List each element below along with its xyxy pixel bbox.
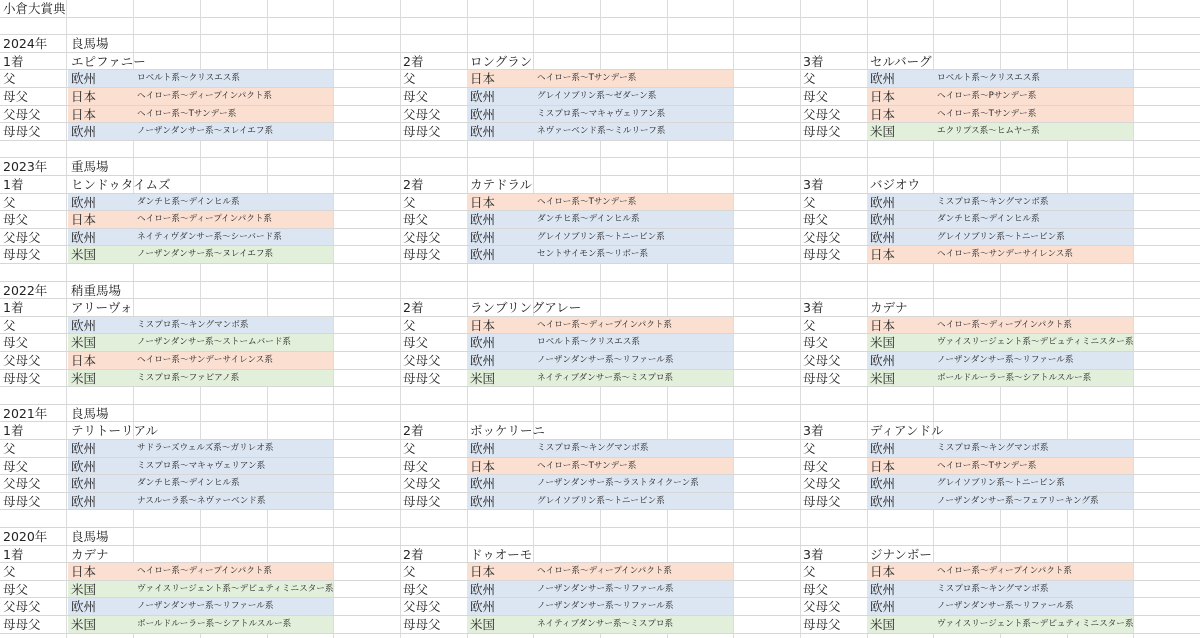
placing-cell[interactable]: 3着 bbox=[803, 177, 824, 192]
relation-cell[interactable]: 父 bbox=[803, 194, 816, 210]
region-cell[interactable]: 米国 bbox=[870, 370, 896, 386]
region-cell[interactable]: 日本 bbox=[470, 194, 496, 210]
sire-line-cell[interactable]: ダンチヒ系～デインヒル系 bbox=[937, 214, 1040, 225]
sire-line-cell[interactable]: ヘイロー系～ディープインパクト系 bbox=[937, 319, 1073, 330]
relation-cell[interactable]: 母母父 bbox=[403, 493, 441, 509]
relation-cell[interactable]: 父母父 bbox=[3, 353, 41, 368]
pedigree-row bbox=[0, 598, 1200, 616]
horse-name-cell[interactable]: ドゥオーモ bbox=[470, 546, 533, 562]
sire-line-cell[interactable]: ヴァイスリージェント系～デピュティミニスター系 bbox=[137, 583, 334, 594]
region-cell[interactable]: 欧州 bbox=[870, 599, 896, 615]
sire-line-cell[interactable]: ダンチヒ系～デインヒル系 bbox=[537, 214, 640, 225]
sire-line-cell[interactable]: グレイソブリン系～トニービン系 bbox=[537, 495, 665, 506]
relation-cell[interactable]: 父 bbox=[403, 317, 416, 333]
placing-cell[interactable]: 3着 bbox=[803, 423, 824, 439]
sire-line-cell[interactable]: ミスプロ系～マキャヴェリアン系 bbox=[537, 108, 666, 119]
sire-line-cell[interactable]: ノーザンダンサー系～リファール系 bbox=[537, 355, 674, 365]
pedigree-row bbox=[0, 334, 1200, 352]
region-cell[interactable]: 日本 bbox=[470, 458, 496, 474]
sire-line-cell[interactable]: ヘイロー系～Tサンデー系 bbox=[537, 196, 637, 207]
relation-cell[interactable]: 母父 bbox=[3, 212, 29, 228]
relation-cell[interactable]: 母父 bbox=[803, 212, 829, 228]
placing-cell[interactable]: 2着 bbox=[403, 53, 424, 69]
relation-cell[interactable]: 母父 bbox=[803, 458, 829, 474]
relation-cell[interactable]: 母母父 bbox=[803, 247, 841, 263]
sire-line-cell[interactable]: ヘイロー系～サンデーサイレンス系 bbox=[937, 249, 1073, 260]
horse-name-cell[interactable]: バジオウ bbox=[870, 177, 921, 192]
region-cell[interactable]: 欧州 bbox=[870, 441, 896, 456]
relation-cell[interactable]: 父母父 bbox=[803, 599, 841, 615]
sire-line-cell[interactable]: ヘイロー系～ディープインパクト系 bbox=[937, 566, 1073, 577]
placing-cell[interactable]: 1着 bbox=[3, 53, 24, 69]
sire-line-cell[interactable]: ノーザンダンサー系～ラストタイクーン系 bbox=[537, 478, 699, 489]
placing-cell[interactable]: 3着 bbox=[803, 546, 824, 562]
region-cell[interactable]: 欧州 bbox=[470, 441, 496, 456]
placing-cell[interactable]: 2着 bbox=[403, 423, 424, 439]
relation-cell[interactable]: 父 bbox=[3, 564, 16, 580]
region-cell[interactable]: 欧州 bbox=[870, 353, 896, 368]
placing-cell[interactable]: 2着 bbox=[403, 177, 424, 192]
relation-cell[interactable]: 父母父 bbox=[3, 229, 41, 245]
relation-cell[interactable]: 父母父 bbox=[403, 353, 441, 368]
sire-line-cell[interactable]: ボールドルーラー系～シアトルスルー系 bbox=[937, 372, 1092, 383]
pedigree-row bbox=[0, 211, 1200, 229]
relation-cell[interactable]: 父 bbox=[403, 564, 416, 580]
sire-line-cell[interactable]: グレイソブリン系～ゼダーン系 bbox=[537, 91, 657, 101]
sire-line-cell[interactable]: ミスプロ系～マキャヴェリアン系 bbox=[137, 460, 266, 471]
pedigree-row bbox=[0, 123, 1200, 141]
region-cell[interactable]: 日本 bbox=[470, 317, 496, 333]
relation-cell[interactable]: 母母父 bbox=[403, 124, 441, 140]
region-cell[interactable]: 欧州 bbox=[870, 581, 896, 597]
relation-cell[interactable]: 父母父 bbox=[3, 599, 41, 615]
horse-name-cell[interactable]: セルバーグ bbox=[870, 53, 932, 69]
sire-line-cell[interactable]: ノーザンダンサー系～ヌレイエフ系 bbox=[137, 126, 274, 137]
relation-cell[interactable]: 母父 bbox=[3, 458, 29, 474]
region-cell[interactable]: 米国 bbox=[71, 370, 97, 386]
sire-line-cell[interactable]: ヘイロー系～ディープインパクト系 bbox=[137, 91, 273, 101]
relation-cell[interactable]: 母父 bbox=[403, 335, 429, 351]
sire-line-cell[interactable]: サドラーズウェルズ系～ガリレオ系 bbox=[137, 443, 274, 453]
region-cell[interactable]: 欧州 bbox=[71, 458, 97, 474]
relation-cell[interactable]: 母母父 bbox=[803, 124, 841, 140]
blank-row bbox=[0, 18, 1200, 36]
pedigree-row bbox=[0, 352, 1200, 370]
sire-line-cell[interactable]: ヘイロー系～Tサンデー系 bbox=[137, 108, 237, 119]
relation-cell[interactable]: 父 bbox=[803, 564, 816, 580]
region-cell[interactable]: 米国 bbox=[71, 247, 97, 263]
relation-cell[interactable]: 父母父 bbox=[803, 353, 841, 368]
sire-line-cell[interactable]: グレイソブリン系～トニービン系 bbox=[537, 231, 665, 242]
region-cell[interactable]: 欧州 bbox=[870, 476, 896, 492]
sire-line-cell[interactable]: ボールドルーラー系～シアトルスルー系 bbox=[137, 619, 292, 629]
horse-name-cell[interactable]: ヒンドゥタイムズ bbox=[71, 177, 171, 192]
region-cell[interactable]: 日本 bbox=[71, 89, 97, 104]
relation-cell[interactable]: 父母父 bbox=[403, 229, 441, 245]
pedigree-row bbox=[0, 106, 1200, 124]
region-cell[interactable]: 欧州 bbox=[71, 493, 97, 509]
sire-line-cell[interactable]: エクリプス系～ヒムヤー系 bbox=[937, 126, 1040, 137]
horse-name-cell[interactable]: ディアンドル bbox=[870, 423, 944, 439]
sire-line-cell[interactable]: ヴァイスリージェント系～デピュティミニスター系 bbox=[937, 337, 1134, 348]
relation-cell[interactable]: 父 bbox=[3, 71, 16, 87]
relation-cell[interactable]: 父 bbox=[403, 441, 416, 456]
sire-line-cell[interactable]: ヘイロー系～Tサンデー系 bbox=[537, 73, 637, 84]
relation-cell[interactable]: 母母父 bbox=[3, 370, 41, 386]
region-cell[interactable]: 日本 bbox=[870, 564, 896, 580]
sire-line-cell[interactable]: グレイソブリン系～トニービン系 bbox=[937, 231, 1065, 242]
sire-line-cell[interactable]: ミスプロ系～キングマンボ系 bbox=[137, 319, 249, 330]
year-cell[interactable]: 2022年 bbox=[3, 282, 48, 298]
region-cell[interactable]: 日本 bbox=[71, 353, 97, 368]
blank-row bbox=[0, 510, 1200, 528]
sire-line-cell[interactable]: ノーザンダンサー系～フェアリーキング系 bbox=[937, 495, 1099, 506]
sire-line-cell[interactable]: ダンチヒ系～デインヒル系 bbox=[137, 478, 240, 489]
sire-line-cell[interactable]: セントサイモン系～リボー系 bbox=[537, 249, 649, 260]
region-cell[interactable]: 欧州 bbox=[71, 229, 97, 245]
sire-line-cell[interactable]: ミスプロ系～キングマンボ系 bbox=[937, 583, 1049, 594]
region-cell[interactable]: 米国 bbox=[71, 581, 97, 597]
pedigree-row bbox=[0, 70, 1200, 88]
year-header-row bbox=[0, 282, 1200, 300]
relation-cell[interactable]: 父母父 bbox=[403, 599, 441, 615]
year-cell[interactable]: 2023年 bbox=[3, 159, 48, 175]
placing-row bbox=[0, 53, 1200, 71]
pedigree-row bbox=[0, 440, 1200, 458]
region-cell[interactable]: 日本 bbox=[870, 247, 896, 263]
relation-cell[interactable]: 父母父 bbox=[403, 106, 441, 122]
sire-line-cell[interactable]: ノーザンダンサー系～リファール系 bbox=[537, 601, 674, 612]
relation-cell[interactable]: 父母父 bbox=[803, 229, 841, 245]
pedigree-row bbox=[0, 229, 1200, 247]
region-cell[interactable]: 欧州 bbox=[470, 229, 496, 245]
region-cell[interactable]: 欧州 bbox=[470, 335, 496, 351]
region-cell[interactable]: 欧州 bbox=[470, 493, 496, 509]
relation-cell[interactable]: 父母父 bbox=[803, 106, 841, 122]
sire-line-cell[interactable]: ナスルーラ系～ネヴァーベンド系 bbox=[137, 495, 266, 506]
region-cell[interactable]: 欧州 bbox=[470, 89, 496, 104]
pedigree-row bbox=[0, 493, 1200, 511]
relation-cell[interactable]: 父 bbox=[403, 194, 416, 210]
sire-line-cell[interactable]: ノーザンダンサー系～リファール系 bbox=[937, 355, 1074, 365]
region-cell[interactable]: 欧州 bbox=[870, 71, 896, 87]
relation-cell[interactable]: 母母父 bbox=[3, 124, 41, 140]
relation-cell[interactable]: 母父 bbox=[403, 458, 429, 474]
relation-cell[interactable]: 母父 bbox=[803, 581, 829, 597]
placing-cell[interactable]: 3着 bbox=[803, 53, 824, 69]
placing-cell[interactable]: 1着 bbox=[3, 546, 24, 562]
relation-cell[interactable]: 母父 bbox=[803, 335, 829, 351]
region-cell[interactable]: 日本 bbox=[71, 106, 97, 122]
region-cell[interactable]: 欧州 bbox=[470, 106, 496, 122]
region-cell[interactable]: 日本 bbox=[470, 564, 496, 580]
pedigree-row bbox=[0, 246, 1200, 264]
pedigree-row bbox=[0, 194, 1200, 212]
sire-line-cell[interactable]: ヘイロー系～サンデーサイレンス系 bbox=[137, 355, 273, 365]
placing-cell[interactable]: 1着 bbox=[3, 423, 24, 439]
pedigree-row bbox=[0, 616, 1200, 634]
relation-cell[interactable]: 母父 bbox=[3, 89, 29, 104]
relation-cell[interactable]: 母父 bbox=[3, 335, 29, 351]
year-cell[interactable]: 2020年 bbox=[3, 529, 48, 544]
sire-line-cell[interactable]: ヘイロー系～Tサンデー系 bbox=[937, 108, 1037, 119]
horse-name-cell[interactable]: カデナ bbox=[71, 546, 109, 562]
blank-row bbox=[0, 264, 1200, 282]
region-cell[interactable]: 米国 bbox=[870, 335, 896, 351]
relation-cell[interactable]: 母母父 bbox=[403, 617, 441, 632]
region-cell[interactable]: 欧州 bbox=[870, 229, 896, 245]
pedigree-row bbox=[0, 563, 1200, 581]
region-cell[interactable]: 欧州 bbox=[71, 194, 97, 210]
relation-cell[interactable]: 母母父 bbox=[403, 370, 441, 386]
region-cell[interactable]: 欧州 bbox=[71, 71, 97, 87]
sire-line-cell[interactable]: グレイソブリン系～トニービン系 bbox=[937, 478, 1065, 489]
region-cell[interactable]: 欧州 bbox=[470, 353, 496, 368]
sire-line-cell[interactable]: ネイティブダンサー系～ミスプロ系 bbox=[537, 372, 674, 383]
region-cell[interactable]: 欧州 bbox=[470, 581, 496, 597]
year-header-row bbox=[0, 158, 1200, 176]
relation-cell[interactable]: 母母父 bbox=[3, 617, 41, 632]
relation-cell[interactable]: 父 bbox=[403, 71, 416, 87]
sire-line-cell[interactable]: ヘイロー系～Tサンデー系 bbox=[937, 460, 1037, 471]
pedigree-row bbox=[0, 317, 1200, 335]
relation-cell[interactable]: 父 bbox=[803, 71, 816, 87]
region-cell[interactable]: 欧州 bbox=[870, 194, 896, 210]
relation-cell[interactable]: 父母父 bbox=[403, 476, 441, 492]
track-condition-cell[interactable]: 稍重馬場 bbox=[71, 282, 122, 298]
sire-line-cell[interactable]: ノーザンダンサー系～リファール系 bbox=[137, 601, 274, 612]
relation-cell[interactable]: 母母父 bbox=[3, 247, 41, 263]
placing-row bbox=[0, 546, 1200, 564]
pedigree-row bbox=[0, 458, 1200, 476]
sire-line-cell[interactable]: ヘイロー系～Tサンデー系 bbox=[537, 460, 637, 471]
placing-cell[interactable]: 2着 bbox=[403, 300, 424, 316]
horse-name-cell[interactable]: ボッケリーニ bbox=[470, 423, 546, 439]
pedigree-row bbox=[0, 370, 1200, 388]
region-cell[interactable]: 欧州 bbox=[470, 124, 496, 140]
relation-cell[interactable]: 父 bbox=[3, 441, 16, 456]
placing-row bbox=[0, 422, 1200, 440]
sire-line-cell[interactable]: ロベルト系～クリスエス系 bbox=[937, 73, 1040, 84]
relation-cell[interactable]: 母母父 bbox=[3, 493, 41, 509]
sire-line-cell[interactable]: ヘイロー系～Pサンデー系 bbox=[937, 91, 1037, 101]
horse-name-cell[interactable]: アリーヴォ bbox=[71, 300, 133, 316]
track-condition-cell[interactable]: 良馬場 bbox=[71, 529, 109, 544]
relation-cell[interactable]: 父 bbox=[3, 317, 16, 333]
track-condition-cell[interactable]: 良馬場 bbox=[71, 36, 109, 52]
sire-line-cell[interactable]: ヘイロー系～ディープインパクト系 bbox=[137, 566, 273, 577]
relation-cell[interactable]: 父 bbox=[803, 317, 816, 333]
region-cell[interactable]: 欧州 bbox=[470, 212, 496, 228]
relation-cell[interactable]: 父 bbox=[3, 194, 16, 210]
horse-name-cell[interactable]: エピファニー bbox=[71, 53, 146, 69]
horse-name-cell[interactable]: カテドラル bbox=[470, 177, 533, 192]
region-cell[interactable]: 日本 bbox=[71, 564, 97, 580]
region-cell[interactable]: 日本 bbox=[470, 71, 496, 87]
sire-line-cell[interactable]: ミスプロ系～キングマンボ系 bbox=[537, 443, 649, 453]
relation-cell[interactable]: 母母父 bbox=[803, 617, 841, 632]
sire-line-cell[interactable]: ネイティブダンサー系～ミスプロ系 bbox=[537, 619, 674, 629]
sire-line-cell[interactable]: ヘイロー系～ディープインパクト系 bbox=[537, 319, 673, 330]
sire-line-cell[interactable]: ヘイロー系～ディープインパクト系 bbox=[137, 214, 273, 225]
track-condition-cell[interactable]: 重馬場 bbox=[71, 159, 109, 175]
region-cell[interactable]: 欧州 bbox=[71, 124, 97, 140]
region-cell[interactable]: 欧州 bbox=[470, 599, 496, 615]
region-cell[interactable]: 日本 bbox=[870, 458, 896, 474]
region-cell[interactable]: 米国 bbox=[870, 124, 896, 140]
region-cell[interactable]: 欧州 bbox=[71, 317, 97, 333]
relation-cell[interactable]: 母父 bbox=[803, 89, 829, 104]
horse-name-cell[interactable]: ロングラン bbox=[470, 53, 533, 69]
placing-cell[interactable]: 2着 bbox=[403, 546, 424, 562]
region-cell[interactable]: 米国 bbox=[470, 617, 496, 632]
sire-line-cell[interactable]: ノーザンダンサー系～ストームバード系 bbox=[137, 337, 292, 348]
relation-cell[interactable]: 母父 bbox=[3, 581, 29, 597]
blank-row bbox=[0, 141, 1200, 159]
region-cell[interactable]: 欧州 bbox=[870, 212, 896, 228]
sire-line-cell[interactable]: ネヴァーベンド系～ミルリーフ系 bbox=[537, 126, 666, 137]
year-header-row bbox=[0, 528, 1200, 546]
region-cell[interactable]: 日本 bbox=[870, 106, 896, 122]
region-cell[interactable]: 米国 bbox=[71, 617, 97, 632]
year-header-row bbox=[0, 35, 1200, 53]
sire-line-cell[interactable]: ノーザンダンサー系～ヌレイエフ系 bbox=[137, 249, 274, 260]
pedigree-row bbox=[0, 581, 1200, 599]
region-cell[interactable]: 日本 bbox=[870, 89, 896, 104]
horse-name-cell[interactable]: ランブリングアレー bbox=[470, 300, 582, 316]
region-cell[interactable]: 欧州 bbox=[71, 476, 97, 492]
relation-cell[interactable]: 父母父 bbox=[3, 476, 41, 492]
relation-cell[interactable]: 父 bbox=[803, 441, 816, 456]
placing-row bbox=[0, 299, 1200, 317]
placing-cell[interactable]: 1着 bbox=[3, 177, 24, 192]
horse-name-cell[interactable]: テリトーリアル bbox=[71, 423, 159, 439]
sire-line-cell[interactable]: ネイティヴダンサー系～シーバード系 bbox=[137, 231, 282, 242]
relation-cell[interactable]: 父母父 bbox=[803, 476, 841, 492]
relation-cell[interactable]: 母父 bbox=[403, 89, 429, 104]
region-cell[interactable]: 欧州 bbox=[870, 493, 896, 509]
placing-row bbox=[0, 176, 1200, 194]
horse-name-cell[interactable]: カデナ bbox=[870, 300, 908, 316]
region-cell[interactable]: 欧州 bbox=[470, 247, 496, 263]
region-cell[interactable]: 日本 bbox=[71, 212, 97, 228]
pedigree-row bbox=[0, 88, 1200, 106]
year-cell[interactable]: 2024年 bbox=[3, 36, 48, 52]
sire-line-cell[interactable]: ミスプロ系～キングマンボ系 bbox=[937, 443, 1049, 453]
sire-line-cell[interactable]: ミスプロ系～キングマンボ系 bbox=[937, 196, 1049, 207]
placing-cell[interactable]: 3着 bbox=[803, 300, 824, 316]
relation-cell[interactable]: 父母父 bbox=[3, 106, 41, 122]
sire-line-cell[interactable]: ノーザンダンサー系～リファール系 bbox=[537, 583, 674, 594]
region-cell[interactable]: 日本 bbox=[870, 317, 896, 333]
region-cell[interactable]: 米国 bbox=[470, 370, 496, 386]
placing-cell[interactable]: 1着 bbox=[3, 300, 24, 316]
relation-cell[interactable]: 母母父 bbox=[803, 493, 841, 509]
sire-line-cell[interactable]: ヘイロー系～ディープインパクト系 bbox=[537, 566, 673, 577]
region-cell[interactable]: 欧州 bbox=[470, 476, 496, 492]
horse-name-cell[interactable]: ジナンボー bbox=[870, 546, 932, 562]
sheet-title[interactable]: 小倉大賞典 bbox=[3, 1, 66, 16]
relation-cell[interactable]: 母母父 bbox=[403, 247, 441, 263]
sire-line-cell[interactable]: ロベルト系～クリスエス系 bbox=[137, 73, 240, 84]
sire-line-cell[interactable]: ダンチヒ系～デインヒル系 bbox=[137, 196, 240, 207]
region-cell[interactable]: 米国 bbox=[71, 335, 97, 351]
sire-line-cell[interactable]: ロベルト系～クリスエス系 bbox=[537, 337, 640, 348]
pedigree-row bbox=[0, 475, 1200, 493]
region-cell[interactable]: 欧州 bbox=[71, 441, 97, 456]
track-condition-cell[interactable]: 良馬場 bbox=[71, 405, 109, 421]
sire-line-cell[interactable]: ミスプロ系～ファピアノ系 bbox=[137, 372, 240, 383]
region-cell[interactable]: 欧州 bbox=[71, 599, 97, 615]
year-header-row bbox=[0, 405, 1200, 423]
sire-line-cell[interactable]: ノーザンダンサー系～リファール系 bbox=[937, 601, 1074, 612]
relation-cell[interactable]: 母母父 bbox=[803, 370, 841, 386]
relation-cell[interactable]: 母父 bbox=[403, 581, 429, 597]
relation-cell[interactable]: 母父 bbox=[403, 212, 429, 228]
year-cell[interactable]: 2021年 bbox=[3, 405, 48, 421]
blank-row bbox=[0, 387, 1200, 405]
sire-line-cell[interactable]: ヴァイスリージェント系～デピュティミニスター系 bbox=[937, 619, 1134, 629]
region-cell[interactable]: 米国 bbox=[870, 617, 896, 632]
